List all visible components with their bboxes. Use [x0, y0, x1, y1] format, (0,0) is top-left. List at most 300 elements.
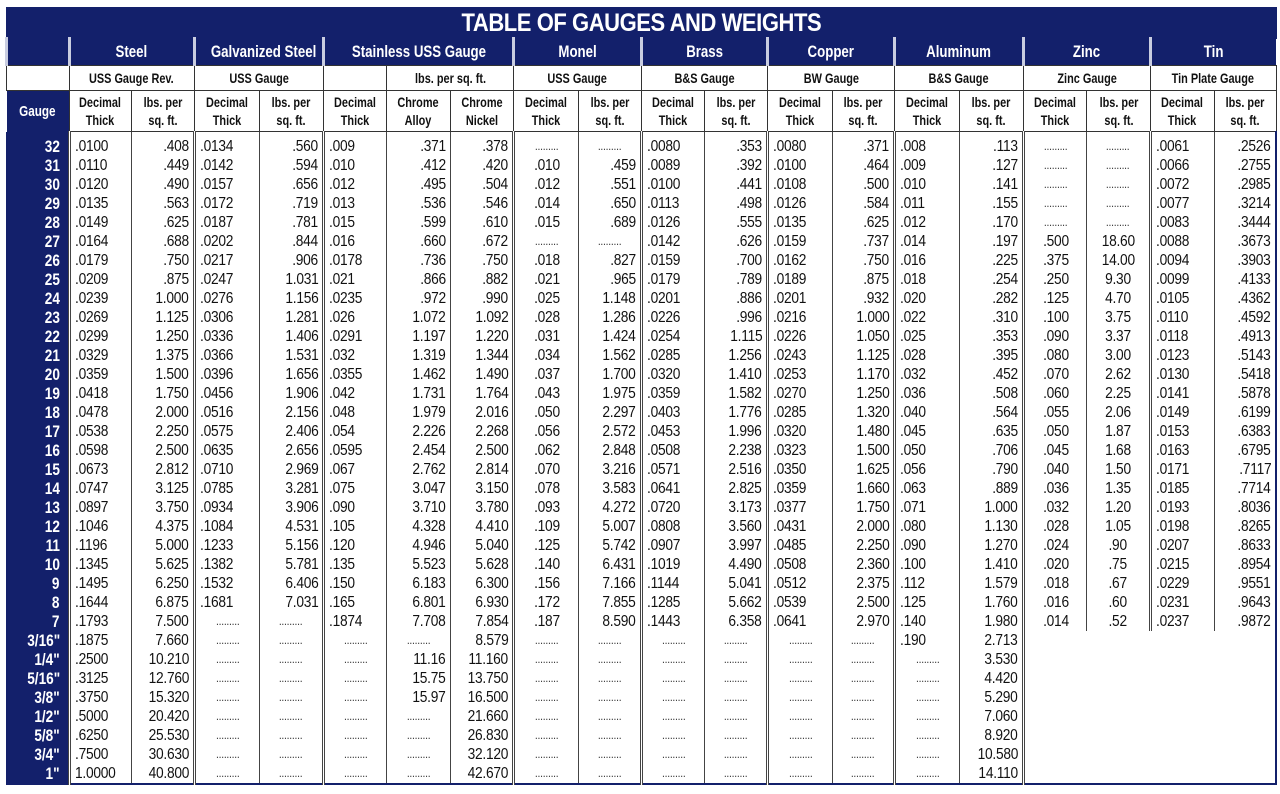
- value-cell-text: .504: [482, 176, 509, 193]
- value-cell-text: .8633: [1237, 537, 1271, 554]
- value-cell-text: .187: [533, 613, 560, 630]
- value-cell-text: .0418: [74, 385, 108, 402]
- value-cell-text: .125: [900, 594, 927, 611]
- value-cell-text: 11.16: [413, 651, 446, 668]
- value-cell: [69, 669, 132, 688]
- value-cell: [514, 251, 579, 270]
- value-cell-text: .0162: [772, 252, 807, 269]
- column-header-text: Decimal Thick: [906, 94, 949, 128]
- value-cell: [895, 289, 960, 308]
- column-header: [705, 91, 768, 132]
- gauge-label: [7, 194, 70, 213]
- empty-value-cell-text: .........: [534, 652, 559, 666]
- value-cell-text: .1875: [74, 632, 108, 649]
- value-cell: [386, 479, 450, 498]
- value-cell-text: 3.906: [285, 499, 319, 516]
- value-cell: [959, 422, 1023, 441]
- gauge-label: [7, 441, 70, 460]
- value-cell: [450, 289, 514, 308]
- value-cell-text: .050: [533, 404, 560, 421]
- value-cell: [767, 517, 832, 536]
- value-cell-text: .594: [292, 157, 319, 174]
- value-cell-text: 7.500: [155, 613, 189, 630]
- table-row: [7, 517, 1277, 536]
- value-cell: [69, 707, 132, 726]
- empty-value-cell-text: .........: [343, 766, 368, 780]
- value-cell: [1087, 612, 1151, 631]
- value-cell-text: 2.762: [412, 461, 446, 478]
- value-cell-text: 14.110: [978, 765, 1018, 782]
- value-cell: [895, 156, 960, 175]
- value-cell-text: .011: [900, 195, 926, 212]
- empty-value-cell-text: .........: [723, 709, 748, 723]
- empty-value-cell-text: .........: [723, 633, 748, 647]
- value-cell: [1087, 498, 1151, 517]
- value-cell-text: 4.70: [1105, 290, 1132, 307]
- value-cell: [705, 365, 768, 384]
- zinc-tin-blank-area: [1023, 764, 1276, 784]
- column-header-text: Decimal Thick: [778, 94, 821, 128]
- value-cell: [132, 213, 195, 232]
- value-cell: [1214, 251, 1276, 270]
- value-cell-text: .0185: [1155, 480, 1190, 497]
- value-cell: [1214, 498, 1276, 517]
- empty-value-cell-text: .........: [851, 633, 875, 647]
- value-cell-text: .282: [991, 290, 1018, 307]
- value-cell-text: .656: [292, 176, 319, 193]
- value-cell-text: .4133: [1237, 271, 1271, 288]
- table-title-text: TABLE OF GAUGES AND WEIGHTS: [461, 9, 822, 37]
- column-header: [1214, 91, 1276, 132]
- table-row: [7, 764, 1277, 784]
- value-cell-text: .965: [609, 271, 636, 288]
- value-cell-text: 2.62: [1105, 366, 1132, 383]
- value-cell-text: .016: [329, 233, 356, 250]
- value-cell-text: .013: [329, 195, 356, 212]
- value-cell: [324, 327, 387, 346]
- gauge-label: [7, 213, 70, 232]
- gauge-label: [7, 289, 70, 308]
- value-cell-text: .500: [1042, 233, 1069, 250]
- empty-value-cell: [767, 688, 832, 707]
- column-header: [259, 91, 324, 132]
- value-cell-text: 1.410: [984, 556, 1018, 573]
- value-cell: [959, 688, 1023, 707]
- value-cell-text: .6250: [74, 727, 108, 744]
- value-cell-text: .010: [900, 176, 927, 193]
- value-cell-text: 3.750: [155, 499, 189, 516]
- value-cell-text: .0099: [1155, 271, 1190, 288]
- value-cell: [69, 460, 132, 479]
- value-cell: [386, 688, 450, 707]
- value-cell-text: 2.406: [285, 423, 319, 440]
- value-cell-text: .0431: [772, 518, 807, 535]
- value-cell: [959, 365, 1023, 384]
- value-cell-text: .018: [533, 252, 560, 269]
- empty-value-cell-text: .........: [851, 747, 875, 761]
- gauge-label: [7, 555, 70, 574]
- value-cell-text: .8036: [1237, 499, 1271, 516]
- table-row: [7, 213, 1277, 232]
- value-cell: [705, 479, 768, 498]
- value-cell-text: .0598: [74, 442, 108, 459]
- gauge-label-text: 19: [44, 384, 60, 403]
- value-cell: [767, 251, 832, 270]
- value-cell-text: .109: [533, 518, 560, 535]
- value-cell-text: .536: [419, 195, 446, 212]
- value-cell-text: 6.183: [412, 575, 446, 592]
- material-header-monel: [514, 38, 641, 66]
- column-header: [767, 91, 832, 132]
- value-cell: [324, 422, 387, 441]
- value-cell: [767, 156, 832, 175]
- value-cell-text: 6.250: [155, 575, 189, 592]
- empty-value-cell-text: .........: [915, 766, 940, 780]
- gauge-type-label-text: USS Gauge: [229, 70, 289, 86]
- value-cell-text: 1.35: [1105, 480, 1132, 497]
- gauge-label: [7, 479, 70, 498]
- empty-value-cell-text: .........: [534, 766, 559, 780]
- value-cell-text: 6.406: [285, 575, 319, 592]
- empty-value-cell: [514, 132, 579, 157]
- value-cell-text: 6.930: [475, 594, 509, 611]
- value-cell-text: .0089: [646, 157, 680, 174]
- empty-value-cell-text: .........: [723, 652, 748, 666]
- value-cell-text: .127: [991, 157, 1018, 174]
- value-cell: [832, 498, 895, 517]
- value-cell-text: 1.462: [412, 366, 446, 383]
- empty-value-cell: [832, 631, 895, 650]
- value-cell-text: .0159: [646, 252, 680, 269]
- value-cell: [1023, 574, 1087, 593]
- table-row: [7, 650, 1277, 669]
- value-cell: [1087, 422, 1151, 441]
- value-cell: [1150, 574, 1214, 593]
- empty-value-cell: [578, 764, 641, 784]
- value-cell-text: .037: [533, 366, 560, 383]
- value-cell: [832, 422, 895, 441]
- value-cell-text: 2.825: [728, 480, 762, 497]
- value-cell-text: 6.358: [728, 613, 762, 630]
- value-cell: [1150, 479, 1214, 498]
- value-cell: [1087, 270, 1151, 289]
- value-cell-text: .0254: [646, 328, 680, 345]
- value-cell: [578, 346, 641, 365]
- column-header-text: lbs. per sq. ft.: [143, 94, 183, 128]
- value-cell-text: 3.37: [1105, 328, 1132, 345]
- empty-value-cell: [194, 669, 259, 688]
- value-cell-text: 2.000: [155, 404, 189, 421]
- value-cell: [1023, 346, 1087, 365]
- value-cell: [1150, 308, 1214, 327]
- empty-value-cell: [832, 745, 895, 764]
- empty-value-cell: [514, 764, 579, 784]
- value-cell: [1023, 593, 1087, 612]
- value-cell-text: 1.000: [856, 309, 890, 326]
- value-cell-text: 1.750: [155, 385, 189, 402]
- value-cell-text: .8265: [1237, 518, 1271, 535]
- value-cell: [132, 156, 195, 175]
- value-cell: [959, 346, 1023, 365]
- value-cell-text: 2.500: [856, 594, 890, 611]
- value-cell: [705, 555, 768, 574]
- value-cell: [767, 346, 832, 365]
- value-cell-text: .9643: [1237, 594, 1271, 611]
- value-cell: [194, 403, 259, 422]
- column-header: [832, 91, 895, 132]
- value-cell-text: 20.420: [148, 708, 189, 725]
- value-cell: [259, 441, 324, 460]
- value-cell: [514, 213, 579, 232]
- value-cell-text: 1.220: [475, 328, 509, 345]
- column-header-text: lbs. per sq. ft.: [971, 94, 1011, 128]
- value-cell-text: .197: [991, 233, 1018, 250]
- value-cell: [959, 612, 1023, 631]
- value-cell: [259, 498, 324, 517]
- empty-value-cell: [832, 764, 895, 784]
- value-cell-text: .028: [1042, 518, 1069, 535]
- value-cell: [386, 498, 450, 517]
- value-cell: [450, 460, 514, 479]
- column-header-text: lbs. per sq. ft.: [1225, 94, 1265, 128]
- gauge-label-text: 23: [44, 308, 60, 327]
- value-cell-text: .0291: [329, 328, 363, 345]
- column-header: [386, 91, 450, 132]
- value-cell: [767, 441, 832, 460]
- value-cell-text: .021: [329, 271, 356, 288]
- empty-value-cell: [641, 745, 705, 764]
- value-cell-text: .0350: [772, 461, 807, 478]
- value-cell: [132, 194, 195, 213]
- value-cell: [132, 232, 195, 251]
- value-cell-text: .0123: [1155, 347, 1190, 364]
- value-cell: [194, 536, 259, 555]
- value-cell-text: 3.173: [728, 499, 762, 516]
- value-cell-text: .0142: [199, 157, 234, 174]
- value-cell: [386, 132, 450, 157]
- gauge-label-text: 3/4": [34, 745, 60, 764]
- empty-value-cell-text: .........: [534, 690, 559, 704]
- value-cell: [895, 251, 960, 270]
- value-cell: [1150, 132, 1214, 157]
- value-cell-text: .014: [533, 195, 560, 212]
- gauge-label: [7, 251, 70, 270]
- value-cell: [895, 612, 960, 631]
- empty-value-cell-text: .........: [279, 747, 303, 761]
- table-row: [7, 346, 1277, 365]
- empty-value-cell-text: .........: [597, 709, 621, 723]
- column-header: [959, 91, 1023, 132]
- value-cell: [1150, 612, 1214, 631]
- gauge-label: [7, 175, 70, 194]
- value-cell-text: .040: [900, 404, 927, 421]
- value-cell-text: .0120: [74, 176, 108, 193]
- empty-value-cell-text: .........: [406, 633, 430, 647]
- empty-value-cell-text: .........: [1106, 196, 1130, 210]
- value-cell: [1023, 422, 1087, 441]
- material-header-tin-text: Tin: [1204, 42, 1224, 61]
- value-cell: [386, 175, 450, 194]
- value-cell: [767, 384, 832, 403]
- gauge-type-spacer: [7, 66, 70, 91]
- value-cell-text: .972: [419, 290, 446, 307]
- value-cell: [895, 132, 960, 157]
- column-header-text: lbs. per sq. ft.: [590, 94, 630, 128]
- value-cell-text: .0100: [772, 157, 807, 174]
- value-cell-text: 7.060: [984, 708, 1018, 725]
- value-cell: [259, 403, 324, 422]
- value-cell: [1214, 612, 1276, 631]
- empty-value-cell-text: .........: [215, 709, 240, 723]
- table-row: [7, 479, 1277, 498]
- value-cell-text: 1.906: [285, 385, 319, 402]
- value-cell-text: .008: [900, 138, 927, 155]
- value-cell: [132, 308, 195, 327]
- value-cell-text: .0172: [199, 195, 234, 212]
- gauge-type-label: [1150, 66, 1276, 91]
- value-cell: [1087, 536, 1151, 555]
- value-cell-text: 1.125: [155, 309, 189, 326]
- value-cell-text: .4913: [1237, 328, 1271, 345]
- value-cell: [895, 555, 960, 574]
- gauge-type-label: [69, 66, 194, 91]
- value-cell: [895, 232, 960, 251]
- empty-value-cell: [578, 726, 641, 745]
- empty-value-cell-text: .........: [723, 690, 748, 704]
- table-row: [7, 403, 1277, 422]
- table-row: [7, 308, 1277, 327]
- value-cell: [194, 555, 259, 574]
- value-cell-text: .886: [736, 290, 762, 307]
- empty-value-cell: [1023, 132, 1087, 157]
- value-cell-text: .449: [163, 157, 189, 174]
- value-cell: [194, 384, 259, 403]
- value-cell: [324, 479, 387, 498]
- value-cell-text: .225: [991, 252, 1018, 269]
- value-cell: [132, 327, 195, 346]
- value-cell-text: .625: [163, 214, 189, 231]
- value-cell-text: .0159: [772, 233, 807, 250]
- value-cell-text: .0100: [74, 138, 108, 155]
- value-cell-text: .0571: [646, 461, 680, 478]
- value-cell: [705, 327, 768, 346]
- value-cell: [895, 194, 960, 213]
- value-cell: [132, 707, 195, 726]
- value-cell: [895, 498, 960, 517]
- value-cell: [514, 536, 579, 555]
- empty-value-cell-text: .........: [279, 671, 303, 685]
- value-cell: [767, 308, 832, 327]
- value-cell: [450, 555, 514, 574]
- value-cell-text: 6.801: [412, 594, 446, 611]
- empty-value-cell: [641, 764, 705, 784]
- value-cell-text: 1.092: [475, 309, 509, 326]
- table-row: [7, 555, 1277, 574]
- empty-value-cell-text: .........: [215, 747, 240, 761]
- value-cell-text: 1.031: [285, 271, 319, 288]
- value-cell: [959, 403, 1023, 422]
- value-cell-text: 21.660: [467, 708, 509, 725]
- value-cell-text: .90: [1108, 537, 1128, 554]
- value-cell: [959, 441, 1023, 460]
- column-header: [578, 91, 641, 132]
- value-cell: [1023, 536, 1087, 555]
- value-cell-text: .018: [900, 271, 927, 288]
- value-cell: [767, 498, 832, 517]
- value-cell: [895, 479, 960, 498]
- value-cell: [259, 289, 324, 308]
- value-cell-text: .0077: [1155, 195, 1190, 212]
- empty-value-cell: [705, 707, 768, 726]
- value-cell: [450, 726, 514, 745]
- column-header-text: Decimal Thick: [1161, 94, 1204, 128]
- table-title: [7, 8, 1277, 38]
- empty-value-cell-text: .........: [1043, 196, 1068, 210]
- gauge-label: [7, 498, 70, 517]
- value-cell: [705, 422, 768, 441]
- table-row: [7, 194, 1277, 213]
- value-cell: [450, 688, 514, 707]
- value-cell: [132, 479, 195, 498]
- empty-value-cell-text: .........: [851, 671, 875, 685]
- value-cell: [1150, 403, 1214, 422]
- empty-value-cell-text: .........: [1106, 215, 1130, 229]
- value-cell: [959, 517, 1023, 536]
- value-cell-text: .1443: [646, 613, 680, 630]
- value-cell: [194, 132, 259, 157]
- gauge-label-text: 17: [44, 422, 60, 441]
- value-cell-text: 26.830: [467, 727, 509, 744]
- gauge-type-label-text: B&S Gauge: [928, 70, 989, 86]
- value-cell-text: 1.197: [412, 328, 446, 345]
- empty-value-cell-text: .........: [279, 690, 303, 704]
- value-cell: [324, 517, 387, 536]
- value-cell: [641, 403, 705, 422]
- value-cell-text: .508: [991, 385, 1018, 402]
- value-cell: [132, 631, 195, 650]
- value-cell-text: .0285: [772, 404, 807, 421]
- value-cell: [578, 156, 641, 175]
- value-cell: [194, 517, 259, 536]
- value-cell: [324, 346, 387, 365]
- value-cell-text: .9872: [1237, 613, 1271, 630]
- value-cell: [132, 650, 195, 669]
- value-cell: [641, 213, 705, 232]
- value-cell-text: 2.016: [475, 404, 509, 421]
- value-cell-text: .737: [863, 233, 890, 250]
- value-cell-text: .4592: [1237, 309, 1271, 326]
- empty-value-cell-text: .........: [597, 728, 621, 742]
- value-cell-text: .0229: [1155, 575, 1190, 592]
- empty-value-cell: [832, 650, 895, 669]
- value-cell-text: .0575: [199, 423, 234, 440]
- gauge-header-spacer: [7, 38, 70, 66]
- value-cell: [1214, 403, 1276, 422]
- gauge-column-header-text: Gauge: [19, 102, 56, 120]
- material-header-copper: [767, 38, 894, 66]
- value-cell: [386, 574, 450, 593]
- gauge-label: [7, 232, 70, 251]
- material-header-brass-text: Brass: [685, 42, 723, 61]
- value-cell: [895, 574, 960, 593]
- material-header-aluminum-text: Aluminum: [926, 42, 992, 61]
- empty-value-cell-text: .........: [661, 633, 686, 647]
- value-cell-text: 1.286: [602, 309, 636, 326]
- value-cell: [514, 327, 579, 346]
- value-cell: [1023, 289, 1087, 308]
- value-cell: [578, 441, 641, 460]
- value-cell-text: 4.375: [155, 518, 189, 535]
